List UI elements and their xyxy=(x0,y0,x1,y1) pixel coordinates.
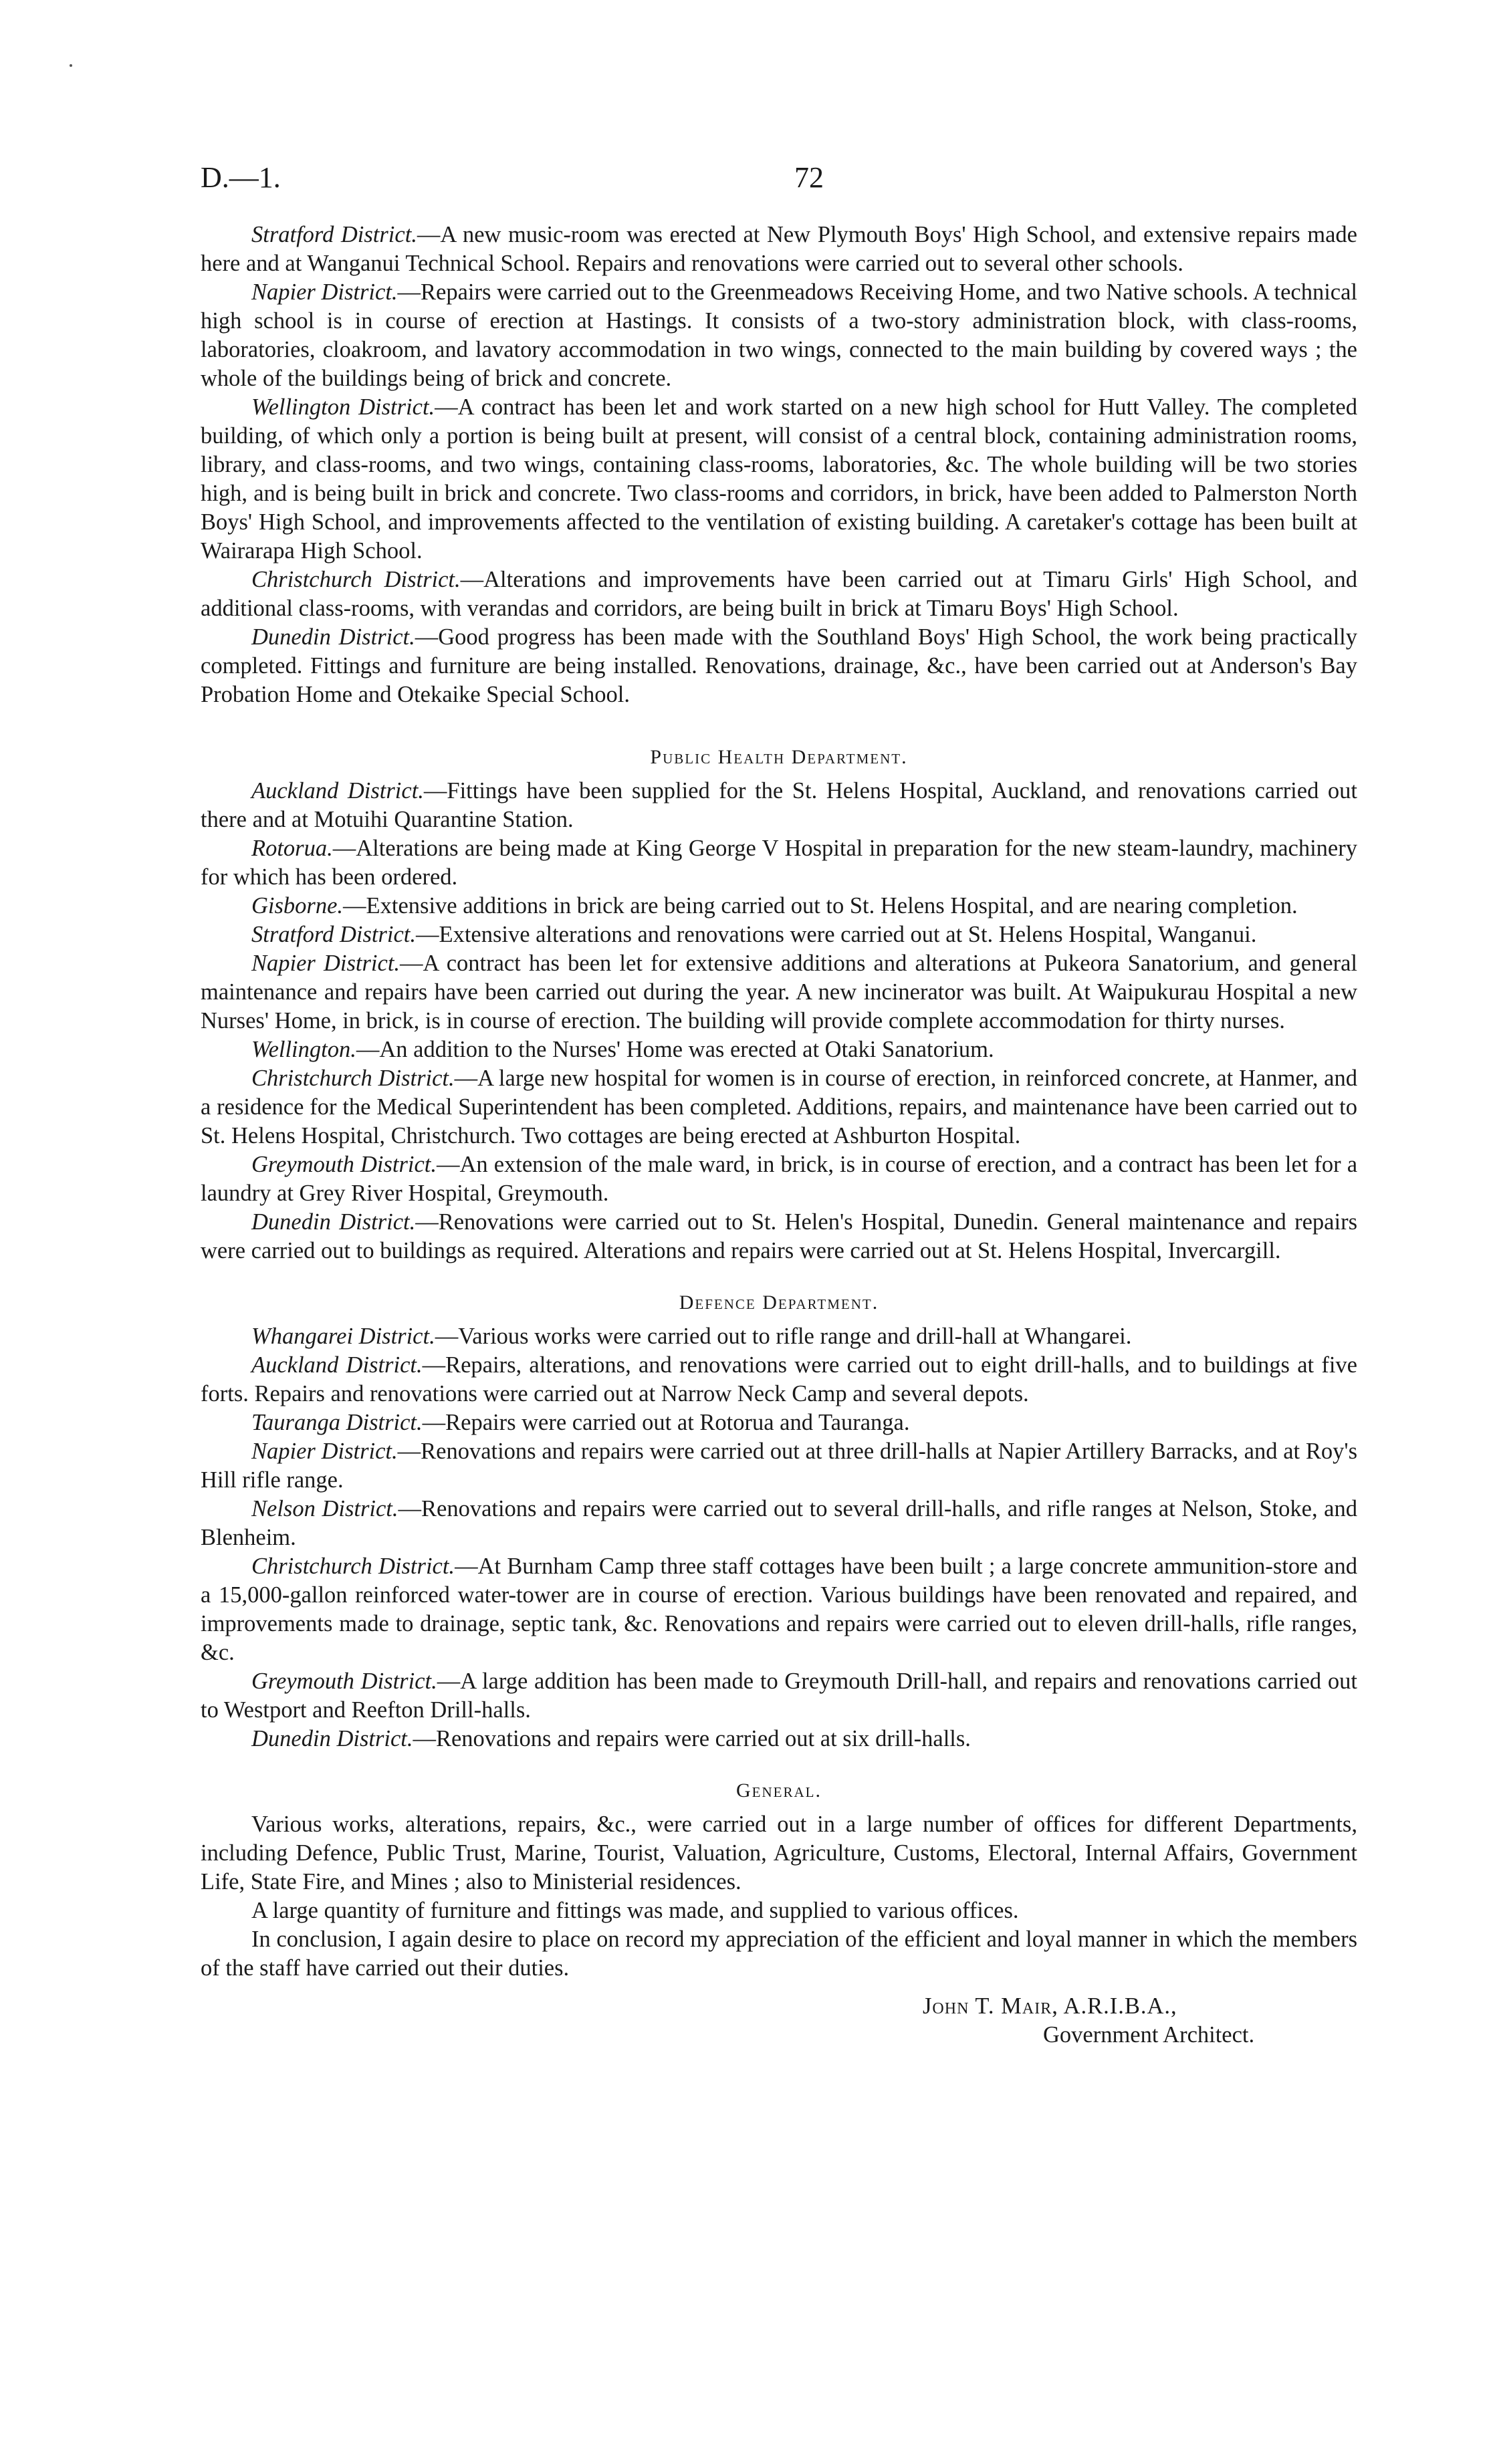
paragraph-lead: Napier District. xyxy=(251,951,401,976)
paragraph-lead: Wellington. xyxy=(251,1037,356,1062)
paragraph-text: —Renovations and repairs were carried out at six drill-halls. xyxy=(413,1726,971,1751)
paragraph-whangarei-defence xyxy=(201,1322,1357,1351)
paragraph-lead: Dunedin District. xyxy=(251,624,415,650)
paragraph-lead: Napier District. xyxy=(251,1439,398,1464)
paragraph-text: —Renovations and repairs were carried out to several drill-halls, and rifle ranges at Nelson, Stoke, and Blenheim. xyxy=(201,1496,1357,1550)
paragraph-lead: Christchurch District. xyxy=(251,567,461,592)
paragraph-text: A large quantity of furniture and fittings was made, and supplied to various offices. xyxy=(251,1898,1019,1923)
paragraph-lead: Greymouth District. xyxy=(251,1152,437,1177)
paragraph-text: —A large addition has been made to Greymouth Drill-hall, and repairs and renovations carried out to Westport and Reefton Drill-halls. xyxy=(201,1669,1357,1723)
paragraph-christchurch-health xyxy=(201,1064,1357,1150)
paragraph-auckland-defence xyxy=(201,1351,1357,1408)
paragraph-general-works xyxy=(201,1810,1357,1896)
paragraph-napier-defence xyxy=(201,1437,1357,1495)
paragraph-lead: Greymouth District. xyxy=(251,1669,437,1694)
paragraph-dunedin-defence xyxy=(201,1725,1357,1753)
paragraph-dunedin-health xyxy=(201,1208,1357,1265)
paragraph-text: —A contract has been let for extensive additions and alterations at Pukeora Sanatorium, and general maintenance and repairs have been carried out during the year. A new incinerator was built. At Waipukurau Hospital a new Nurses' Home, in brick, is in course of erection. The building will provide complete accommodation for thirty nurses. xyxy=(201,951,1357,1033)
public-health-section xyxy=(201,743,1357,1265)
paragraph-text: In conclusion, I again desire to place on record my appreciation of the efficient and loyal manner in which the members of the staff have carried out their duties. xyxy=(201,1927,1357,1981)
paragraph-text: —Repairs were carried out to the Greenmeadows Receiving Home, and two Native schools. A technical high school is in course of erection at Hastings. It consists of a two-story administration block, with class-rooms, laboratories, cloakroom, and lavatory accommodation in two wings, connected to the main building by covered ways ; the whole of the buildings being of brick and concrete. xyxy=(201,279,1357,391)
paragraph-greymouth-health xyxy=(201,1150,1357,1208)
paragraph-lead: Whangarei District. xyxy=(251,1324,435,1349)
paragraph-text: —Good progress has been made with the Southland Boys' High School, the work being practically completed. Fittings and furniture are being installed. Renovations, drainage, &c., have been carried out at Anderson's Bay Probation Home and Otekaike Special School. xyxy=(201,624,1358,707)
paragraph-text: —Extensive alterations and renovations were carried out at St. Helens Hospital, Wanganui. xyxy=(416,922,1257,947)
paragraph-wellington-health xyxy=(201,1035,1357,1064)
page-number: 72 xyxy=(794,161,824,194)
section-heading: Defence Department. xyxy=(679,1291,879,1314)
paragraph-lead: Dunedin District. xyxy=(251,1726,413,1751)
paragraph-stratford-health xyxy=(201,920,1357,949)
paragraph-stratford-education xyxy=(201,221,1357,278)
paragraph-text: —Various works were carried out to rifle range and drill-hall at Whangarei. xyxy=(435,1324,1132,1349)
paragraph-wellington-education xyxy=(201,393,1357,566)
document-page xyxy=(201,160,1357,2050)
section-heading: General. xyxy=(736,1779,822,1802)
paragraph-tauranga-defence xyxy=(201,1408,1357,1437)
paragraph-general-furniture xyxy=(201,1896,1357,1925)
paragraph-lead: Dunedin District. xyxy=(251,1209,416,1235)
paragraph-lead: Napier District. xyxy=(251,279,398,305)
signature-block xyxy=(201,1992,1357,2050)
paragraph-text: —Fittings have been supplied for the St. Helens Hospital, Auckland, and renovations carried out there and at Motuihi Quarantine Station. xyxy=(201,778,1357,832)
scan-speck xyxy=(70,64,72,67)
paragraph-christchurch-education xyxy=(201,566,1357,623)
paragraph-napier-education xyxy=(201,278,1357,393)
defence-section xyxy=(201,1288,1357,1753)
intro-section xyxy=(201,221,1357,709)
paragraph-lead: Christchurch District. xyxy=(251,1554,455,1579)
paragraph-text: —Renovations and repairs were carried out at three drill-halls at Napier Artillery Barracks, and at Roy's Hill rifle range. xyxy=(201,1439,1357,1493)
signatory-name: John T. Mair, A.R.I.B.A., xyxy=(923,1993,1177,2019)
paragraph-gisborne-health xyxy=(201,892,1357,920)
paragraph-lead: Nelson District. xyxy=(251,1496,398,1521)
paragraph-lead: Rotorua. xyxy=(251,836,333,861)
paragraph-rotorua-health xyxy=(201,834,1357,892)
paragraph-lead: Gisborne. xyxy=(251,893,344,918)
signatory-title: Government Architect. xyxy=(1043,2022,1255,2048)
paragraph-text: —Alterations and improvements have been carried out at Timaru Girls' High School, and additional class-rooms, with verandas and corridors, are being built in brick at Timaru Boys' High School. xyxy=(201,567,1357,621)
paragraph-text: —An addition to the Nurses' Home was erected at Otaki Sanatorium. xyxy=(356,1037,994,1062)
paragraph-text: —A contract has been let and work started on a new high school for Hutt Valley. The completed building, of which only a portion is being built at present, will consist of a central block, containing administration rooms, library, and class-rooms, and two wings, containing class-rooms, laboratories, &c. The whole building will be two stories high, and is being built in brick and concrete. Two class-rooms and corridors, in brick, have been added to Palmerston North Boys' High School, and improvements affected to the ventilation of existing building. A caretaker's cottage has been built at Wairarapa High School. xyxy=(201,394,1357,564)
page-header xyxy=(201,160,1357,221)
paragraph-napier-health xyxy=(201,949,1357,1035)
paragraph-dunedin-education xyxy=(201,623,1357,709)
paragraph-lead: Auckland District. xyxy=(251,778,424,804)
paragraph-text: —A new music-room was erected at New Plymouth Boys' High School, and extensive repairs made here and at Wanganui Technical School. Repairs and renovations were carried out to several other schools. xyxy=(201,222,1357,276)
paragraph-greymouth-defence xyxy=(201,1667,1357,1725)
paragraph-text: —At Burnham Camp three staff cottages have been built ; a large concrete ammunition-store and a 15,000-gallon reinforced water-tower are in course of erection. Various buildings have been renovated and repaired, and improvements made to drainage, septic tank, &c. Renovations and repairs were carried out to eleven drill-halls, rifle ranges, &c. xyxy=(201,1554,1357,1665)
general-section xyxy=(201,1776,1357,1983)
paragraph-text: —Renovations were carried out to St. Helen's Hospital, Dunedin. General maintenance and repairs were carried out to buildings as required. Alterations and repairs were carried out at St. Helens Hospital, Invercargill. xyxy=(201,1209,1357,1263)
paragraph-lead: Tauranga District. xyxy=(251,1410,423,1435)
document-reference: D.—1. xyxy=(201,161,281,194)
paragraph-text: —An extension of the male ward, in brick, is in course of erection, and a contract has been let for a laundry at Grey River Hospital, Greymouth. xyxy=(201,1152,1358,1206)
paragraph-lead: Stratford District. xyxy=(251,922,416,947)
paragraph-christchurch-defence xyxy=(201,1552,1357,1667)
paragraph-auckland-health xyxy=(201,777,1357,834)
paragraph-lead: Christchurch District. xyxy=(251,1066,455,1091)
paragraph-nelson-defence xyxy=(201,1495,1357,1552)
paragraph-text: —Extensive additions in brick are being carried out to St. Helens Hospital, and are nearing completion. xyxy=(343,893,1298,918)
paragraph-text: —Alterations are being made at King George V Hospital in preparation for the new steam-laundry, machinery for which has been ordered. xyxy=(201,836,1357,890)
paragraph-lead: Wellington District. xyxy=(251,394,435,420)
paragraph-lead: Stratford District. xyxy=(251,222,417,247)
paragraph-general-conclusion xyxy=(201,1925,1357,1983)
paragraph-lead: Auckland District. xyxy=(251,1352,423,1378)
paragraph-text: —Repairs were carried out at Rotorua and Tauranga. xyxy=(422,1410,910,1435)
section-heading: Public Health Department. xyxy=(650,746,908,768)
paragraph-text: —Repairs, alterations, and renovations were carried out to eight drill-halls, and to buildings at five forts. Repairs and renovations were carried out at Narrow Neck Camp and several depots. xyxy=(201,1352,1357,1406)
paragraph-text: —A large new hospital for women is in course of erection, in reinforced concrete, at Hanmer, and a residence for the Medical Superintendent has been completed. Additions, repairs, and maintenance have been carried out to St. Helens Hospital, Christchurch. Two cottages are being erected at Ashburton Hospital. xyxy=(201,1066,1357,1148)
paragraph-text: Various works, alterations, repairs, &c., were carried out in a large number of offices for different Departments, including Defence, Public Trust, Marine, Tourist, Valuation, Agriculture, Customs, Electoral, Internal Affairs, Government Life, State Fire, and Mines ; also to Ministerial residences. xyxy=(201,1812,1357,1894)
